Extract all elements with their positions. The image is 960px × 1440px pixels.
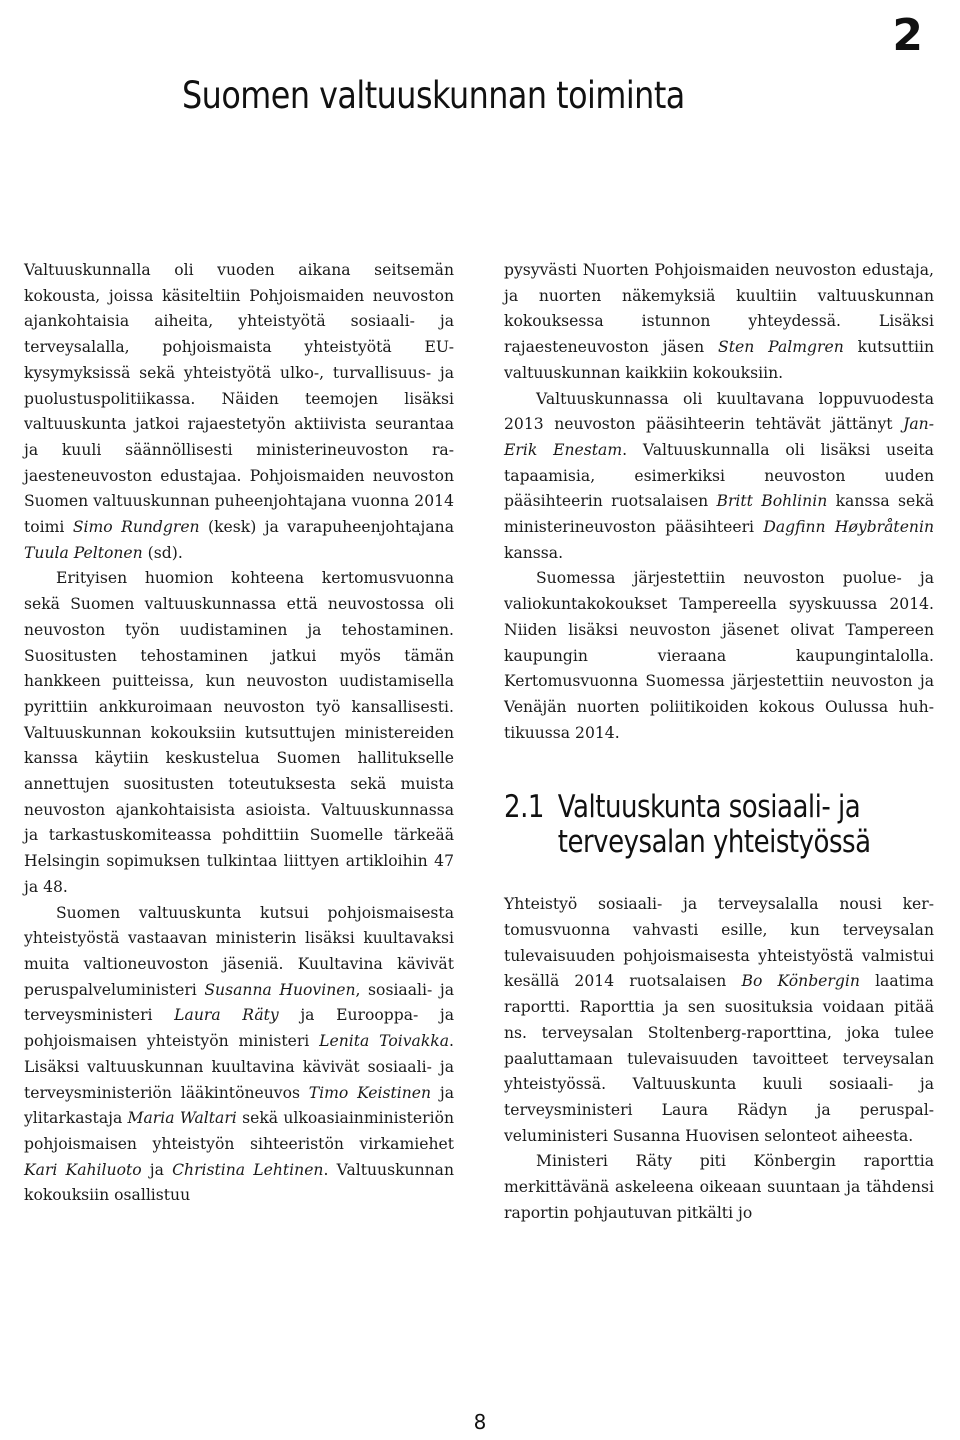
text-run: pysyvästi Nuorten Pohjoismaiden neuvoston edustaja, ja nuorten näkemyksiä kuultiin valtuuskunnan kokouksessa istunnon yhteydessä. Lisäksi rajaesteneuvoston jäsen [504, 261, 934, 357]
text-run: ja Eurooppa- ja pohjoismaisen yhteistyön ministeri [24, 1006, 455, 1051]
text-run: . Lisäksi valtuuskunnan kuultavina kävivät sosiaali- ja terveysministeriön lääkintöneuvos [24, 1032, 454, 1102]
italic-name: Kari Kahiluoto [24, 1160, 142, 1179]
text-run: Suomessa järjestettiin neuvoston puolue- ja valiokuntakokoukset Tampereella syyskuussa 2014. Niiden lisäksi neuvoston jäsenet olivat Tampereen kaupungin vieraana kaupungintalolla. Kertomusvuonna Suomessa järjestettiin neuvoston ja Venäjän nuorten poliitikoiden kokous Oulussa huhtikuussa 2014. [504, 569, 934, 742]
left-column [24, 258, 454, 1209]
paragraph [504, 1149, 934, 1226]
text-run: Valtuuskunnassa oli kuultavana loppuvuodesta 2013 neuvoston pääsihteerin tehtävät jättänyt [504, 389, 934, 434]
italic-name: Laura Räty [174, 1006, 279, 1025]
text-run: Suomen valtuuskunta kutsui pohjoismaisesta yhteistyöstä vastaavan ministerin lisäksi kuultavaksi muita valtioneuvoston jäseniä. Kuultavina kävivät peruspalveluministeri [24, 903, 454, 999]
section-number: 2.1 [504, 789, 544, 826]
section-title [558, 790, 871, 860]
page-number: 8 [473, 1410, 487, 1434]
text-run: laatima raportti. Raporttia ja sen suosituksia voidaan pitää ns. terveysalan Stoltenberg-raporttina, joka tulee paaluttamaan tulevaisuuden tavoitteet terveysalan yhteistyössä. Valtuuskunta kuuli sosiaali- ja terveysministeri Laura Rädyn ja peruspalveluministeri Susanna Huovisen selonteot aiheesta. [504, 972, 934, 1145]
italic-name: Christina Lehtinen [172, 1160, 324, 1179]
chapter-title: Suomen valtuuskunnan toiminta [182, 74, 685, 117]
text-run: . Valtuuskunnalla oli lisäksi useita tapaamisia, esimerkiksi neuvoston uuden pääsihteerin ruotsalaisen [504, 440, 934, 511]
italic-name: Susanna Huovinen [204, 980, 356, 999]
text-run: kutsuttiin valtuuskunnan kaikkiin kokouksiin. [504, 338, 935, 382]
text-run: . Valtuuskunnan kokouksiin osallistuu [24, 1160, 454, 1205]
paragraph [504, 258, 934, 387]
italic-name: Lenita Toivakka [319, 1032, 450, 1051]
italic-name: Dagfinn Høybråtenin [763, 518, 934, 537]
italic-name: Timo Keistinen [308, 1083, 432, 1102]
text-run: kanssa. [504, 543, 564, 562]
right-column [504, 258, 934, 1227]
text-run: sekä ulkoasiainministeriön pohjoismaisen yhteistyön sihteeristön virkamiehet [24, 1109, 455, 1153]
paragraph [24, 566, 454, 900]
text-run: (kesk) ja varapuheenjohtajana [199, 518, 454, 537]
italic-name: Maria Waltari [127, 1109, 237, 1128]
chapter-number: 2 [892, 10, 922, 61]
text-run: , sosiaali- ja terveysministeri [24, 980, 454, 1025]
italic-name: Britt Bohlinin [716, 492, 828, 511]
paragraph [504, 892, 934, 1149]
section-heading [504, 790, 937, 860]
text-run: Erityisen huomion kohteena kertomusvuonna sekä Suomen valtuuskunnassa että neuvostossa oli neuvoston työn uudistaminen ja tehostaminen. Suositusten tehostaminen jatkui myös tämän hankkeen puitteissa, kun neuvoston uudistamisella pyrittiin ankkuroimaan neuvoston työ kansallisesti. Valtuuskunnan kokouksiin kutsuttujen ministereiden kanssa käytiin keskustelua Suomen hallitukselle annettujen suositusten toteutuksesta sekä muista neuvoston ajankohtaisista asioista. Valtuuskunnassa ja tarkastuskomiteassa pohdittiin Suomelle tärkeää Helsingin sopimuksen tulkintaa liittyen artikloihin 47 ja 48. [24, 569, 454, 896]
italic-name: Simo Rundgren [72, 518, 200, 537]
text-run: kanssa sekä ministerineuvoston pääsihteeri [504, 492, 934, 537]
text-run: Ministeri Räty piti Könbergin raporttia merkittävänä askeleena oikeaan suuntaan ja tähdensi raportin pohjautuvan pitkälti jo [504, 1152, 934, 1222]
text-run: ja ylitarkastaja [24, 1083, 454, 1128]
paragraph [504, 566, 934, 746]
paragraph [24, 901, 454, 1209]
italic-name: Sten Palmgren [718, 338, 844, 357]
text-run: ja [141, 1160, 173, 1179]
section-title-line: Valtuuskunta sosiaali- ja [557, 789, 861, 826]
section-title-line: terveysalan yhteistyössä [557, 824, 871, 861]
paragraph [504, 387, 934, 567]
italic-name: Jan-Erik Enestam [504, 415, 934, 459]
text-run: (sd). [142, 543, 183, 562]
italic-name: Tuula Peltonen [24, 543, 143, 562]
text-run: Yhteistyö sosiaali- ja terveysalalla nousi kertomusvuonna vahvasti esille, kun terveysalan tulevaisuuden pohjoismaisesta yhteistyöstä valmistui kesällä 2014 ruotsalaisen [504, 895, 934, 991]
text-run: Valtuuskunnalla oli vuoden aikana seitsemän kokousta, joissa käsiteltiin Pohjoismaiden neuvoston ajankohtaisia aiheita, yhteistyötä sosiaali- ja terveysalalla, pohjoismaista yhteistyötä EU-kysymyksissä sekä yhteistyötä ulko-, turvallisuus- ja puolustuspolitiikassa. Näiden teemojen lisäksi valtuuskunta jatkoi rajaestetyön aktiivista seurantaa ja kuuli säännöllisesti ministerineuvoston rajaesteneuvoston edustajaa. Pohjoismaiden neuvoston Suomen valtuuskunnan puheenjohtajana vuonna 2014 toimi [24, 261, 454, 537]
italic-name: Bo Könbergin [741, 972, 860, 991]
paragraph [24, 258, 454, 566]
